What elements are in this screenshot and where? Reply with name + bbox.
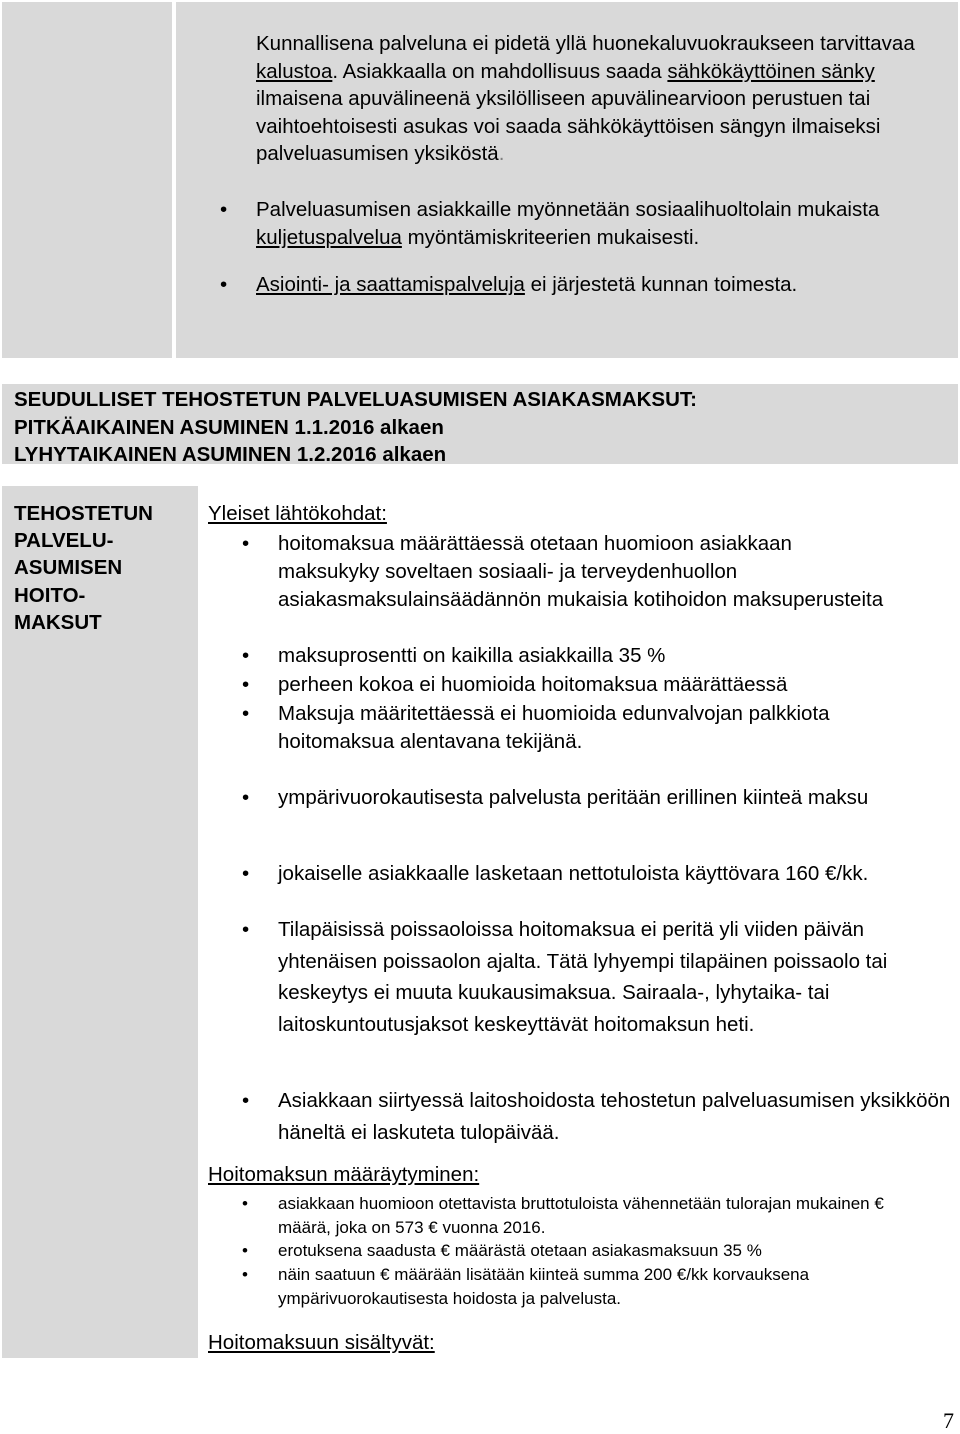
intro-text-3: ilmaisena apuvälineenä yksilölliseen apuvälinearvioon perustuen tai vaihtoehtoisesti asukas voi saada sähkökäyttöisen sängyn ilmaiseksi palveluasumisen yksiköstä bbox=[256, 87, 881, 166]
bullet-icon: • bbox=[242, 702, 250, 725]
bullet-icon: • bbox=[242, 918, 250, 941]
heading-line-2: PITKÄAIKAINEN ASUMINEN 1.1.2016 alkaen bbox=[14, 415, 444, 439]
kuljetuspalvelua-link[interactable]: kuljetuspalvelua bbox=[256, 226, 402, 249]
bullet-icon: • bbox=[242, 1089, 250, 1112]
bullet-icon: • bbox=[242, 862, 250, 885]
intro-paragraph bbox=[256, 30, 946, 168]
intro-period: . bbox=[498, 142, 505, 166]
bullet-icon: • bbox=[242, 532, 250, 555]
page-number: 7 bbox=[943, 1408, 954, 1433]
intro-text-1: Kunnallisena palveluna ei pidetä yllä huonekaluvuokraukseen tarvittavaa bbox=[256, 32, 915, 55]
top-box-left-cell bbox=[2, 2, 172, 358]
intro-text-2: . Asiakkaalla on mahdollisuus saada bbox=[332, 59, 668, 83]
heading-line-3: LYHYTAIKAINEN ASUMINEN 1.2.2016 alkaen bbox=[14, 443, 447, 466]
determination-title: Hoitomaksun määräytyminen: bbox=[208, 1163, 480, 1186]
included-title: Hoitomaksuun sisältyvät: bbox=[208, 1331, 435, 1354]
bullet-icon: • bbox=[242, 644, 250, 667]
section-heading bbox=[14, 386, 697, 469]
asiointi-link[interactable]: Asiointi- ja saattamispalveluja bbox=[256, 273, 525, 296]
left-label: TEHOSTETUN PALVELU- ASUMISEN HOITO- MAKSUT bbox=[14, 502, 153, 634]
bullet-icon: • bbox=[242, 786, 250, 809]
bullet-icon: • bbox=[242, 1194, 248, 1213]
heading-line-1: SEUDULLISET TEHOSTETUN PALVELUASUMISEN ASIAKASMAKSUT: bbox=[14, 388, 697, 411]
bullet-icon: • bbox=[242, 1265, 248, 1284]
general-title: Yleiset lähtökohdat: bbox=[208, 502, 387, 525]
bullet-icon: • bbox=[242, 1241, 248, 1260]
list-item: • Asiointi- ja saattamispalveluja ei järjestetä kunnan toimesta. bbox=[220, 271, 940, 299]
list-item: • Palveluasumisen asiakkaille myönnetään sosiaalihuoltolain mukaista kuljetuspalvelua myöntämiskriteerien mukaisesti. bbox=[220, 196, 940, 252]
sahkokayttoinen-sanky-link[interactable]: sähkökäyttöinen sänky bbox=[667, 59, 875, 83]
top-bullet-list bbox=[220, 196, 940, 299]
bullet-icon: • bbox=[242, 673, 250, 696]
kalustoa-link[interactable]: kalustoa bbox=[256, 59, 333, 83]
